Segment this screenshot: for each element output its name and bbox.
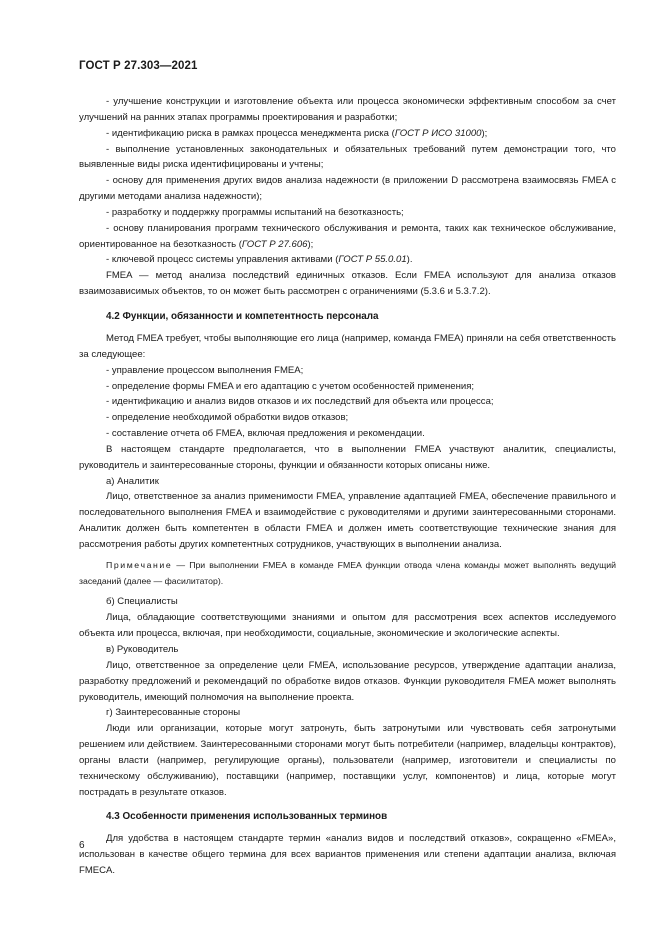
subsection-heading: в) Руководитель [106,644,179,655]
list-item: - выполнение установленных законодательных и обязательных требований путем демонстрации того, что выявленные виды риска идентифицированы и учтены; [79,143,616,171]
document-header: ГОСТ Р 27.303—2021 [79,60,198,72]
paragraph: Метод FMEA требует, чтобы выполняющие его лица (например, команда FMEA) приняли на себя ответственность за следующее: [79,332,616,360]
list-item: - улучшение конструкции и изготовление объекта или процесса экономически эффективным способом за счет улучшений на ранних этапах программы проектирования и разработки; [79,96,616,123]
list-item: - идентификацию риска в рамках процесса менеджмента риска (ГОСТ Р ИСО 31000); [106,127,488,139]
subsection-heading: б) Специалисты [106,596,178,608]
reference: ГОСТ Р ИСО 31000 [394,127,482,139]
list-item: - идентификацию и анализ видов отказов и их последствий для объекта или процесса; [106,396,494,408]
reference: ГОСТ Р 27.606 [241,238,308,250]
list-item: - управление процессом выполнения FMEA; [106,364,304,376]
list-item: - ключевой процесс системы управления активами (ГОСТ Р 55.0.01). [106,254,413,266]
list-item: - основу планирования программ технического обслуживания и ремонта, таких как техническое обслуживание, ориентированное на безотказность (ГОСТ Р 27.606); [79,222,616,250]
document-body [79,94,616,879]
paragraph: Лицо, ответственное за определение цели FMEA, использование ресурсов, утверждение адаптации анализа, разработку предложений и рекомендаций по обработке видов отказов. Функции руководителя FMEA может выполнять руководитель, имеющий полномочия на выполнение проекта. [79,659,616,703]
subsection-heading: г) Заинтересованные стороны [106,707,241,719]
paragraph: Люди или организации, которые могут затронуть, быть затронутыми или чувствовать себя затронутыми решением или действием. Заинтересованными сторонами могут быть потребители (например, владельцы контрактов), органы власти (например, регулирующие органы), пользователи (например, изготовители и специалисты по техническому обслуживанию), поставщики (например, поставщики услуг, компонентов) и лица, которые могут пострадать в результате отказов. [79,723,616,798]
paragraph: Лица, обладающие соответствующими знаниями и опытом для рассмотрения всех аспектов исследуемого объекта или процесса, включая, при необходимости, социальные, экономические и экологические аспекты. [79,612,616,640]
list-item: - разработку и поддержку программы испытаний на безотказность; [106,206,404,218]
section-heading: 4.2 Функции, обязанности и компетентность персонала [106,310,379,322]
paragraph: FMEA — метод анализа последствий единичных отказов. Если FMEA используют для анализа отказов взаимозависимых объектов, то он может быть рассмотрен с ограничениями (5.3.6 и 5.3.7.2). [79,270,616,298]
reference: ГОСТ Р 55.0.01 [338,254,407,266]
section-heading: 4.3 Особенности применения использованных терминов [106,811,388,823]
paragraph: Лицо, ответственное за анализ применимости FMEA, управление адаптацией FMEA, обеспечение правильного и последовательного выполнения FMEA и взаимодействие с руководителями и другими заинтересованными сторонами. Аналитик должен быть компетентен в области FMEA и должен иметь соответствующие технические знания для рассмотрения работы других компетентных сотрудников, участвующих в выполнении анализа. [79,491,616,550]
paragraph: Для удобства в настоящем стандарте термин «анализ видов и последствий отказов», сокращенно «FMEA», использован в качестве общего термина для всех вариантов применения или степени адаптации анализа, включая FMECA. [79,833,616,877]
page-number: 6 [79,840,85,851]
note-label: Примечание [106,559,173,570]
list-item: - составление отчета об FMEA, включая предложения и рекомендации. [106,428,425,440]
list-item: - определение необходимой обработки видов отказов; [106,412,349,424]
list-item: - основу для применения других видов анализа надежности (в приложении D рассмотрена взаимосвязь FMEA с другими методами анализа надежности); [79,175,616,203]
subsection-heading: а) Аналитик [106,475,159,487]
paragraph: В настоящем стандарте предполагается, что в выполнении FMEA участвуют аналитик, специалисты, руководитель и заинтересованные стороны, функции и обязанности которых описаны ниже. [79,443,616,471]
note: Примечание — При выполнении FMEA в команде FMEA функции отвода члена команды может выполнять ведущий заседаний (далее — фасилитатор). [79,559,616,586]
list-item: - определение формы FMEA и его адаптацию с учетом особенностей применения; [106,380,475,392]
